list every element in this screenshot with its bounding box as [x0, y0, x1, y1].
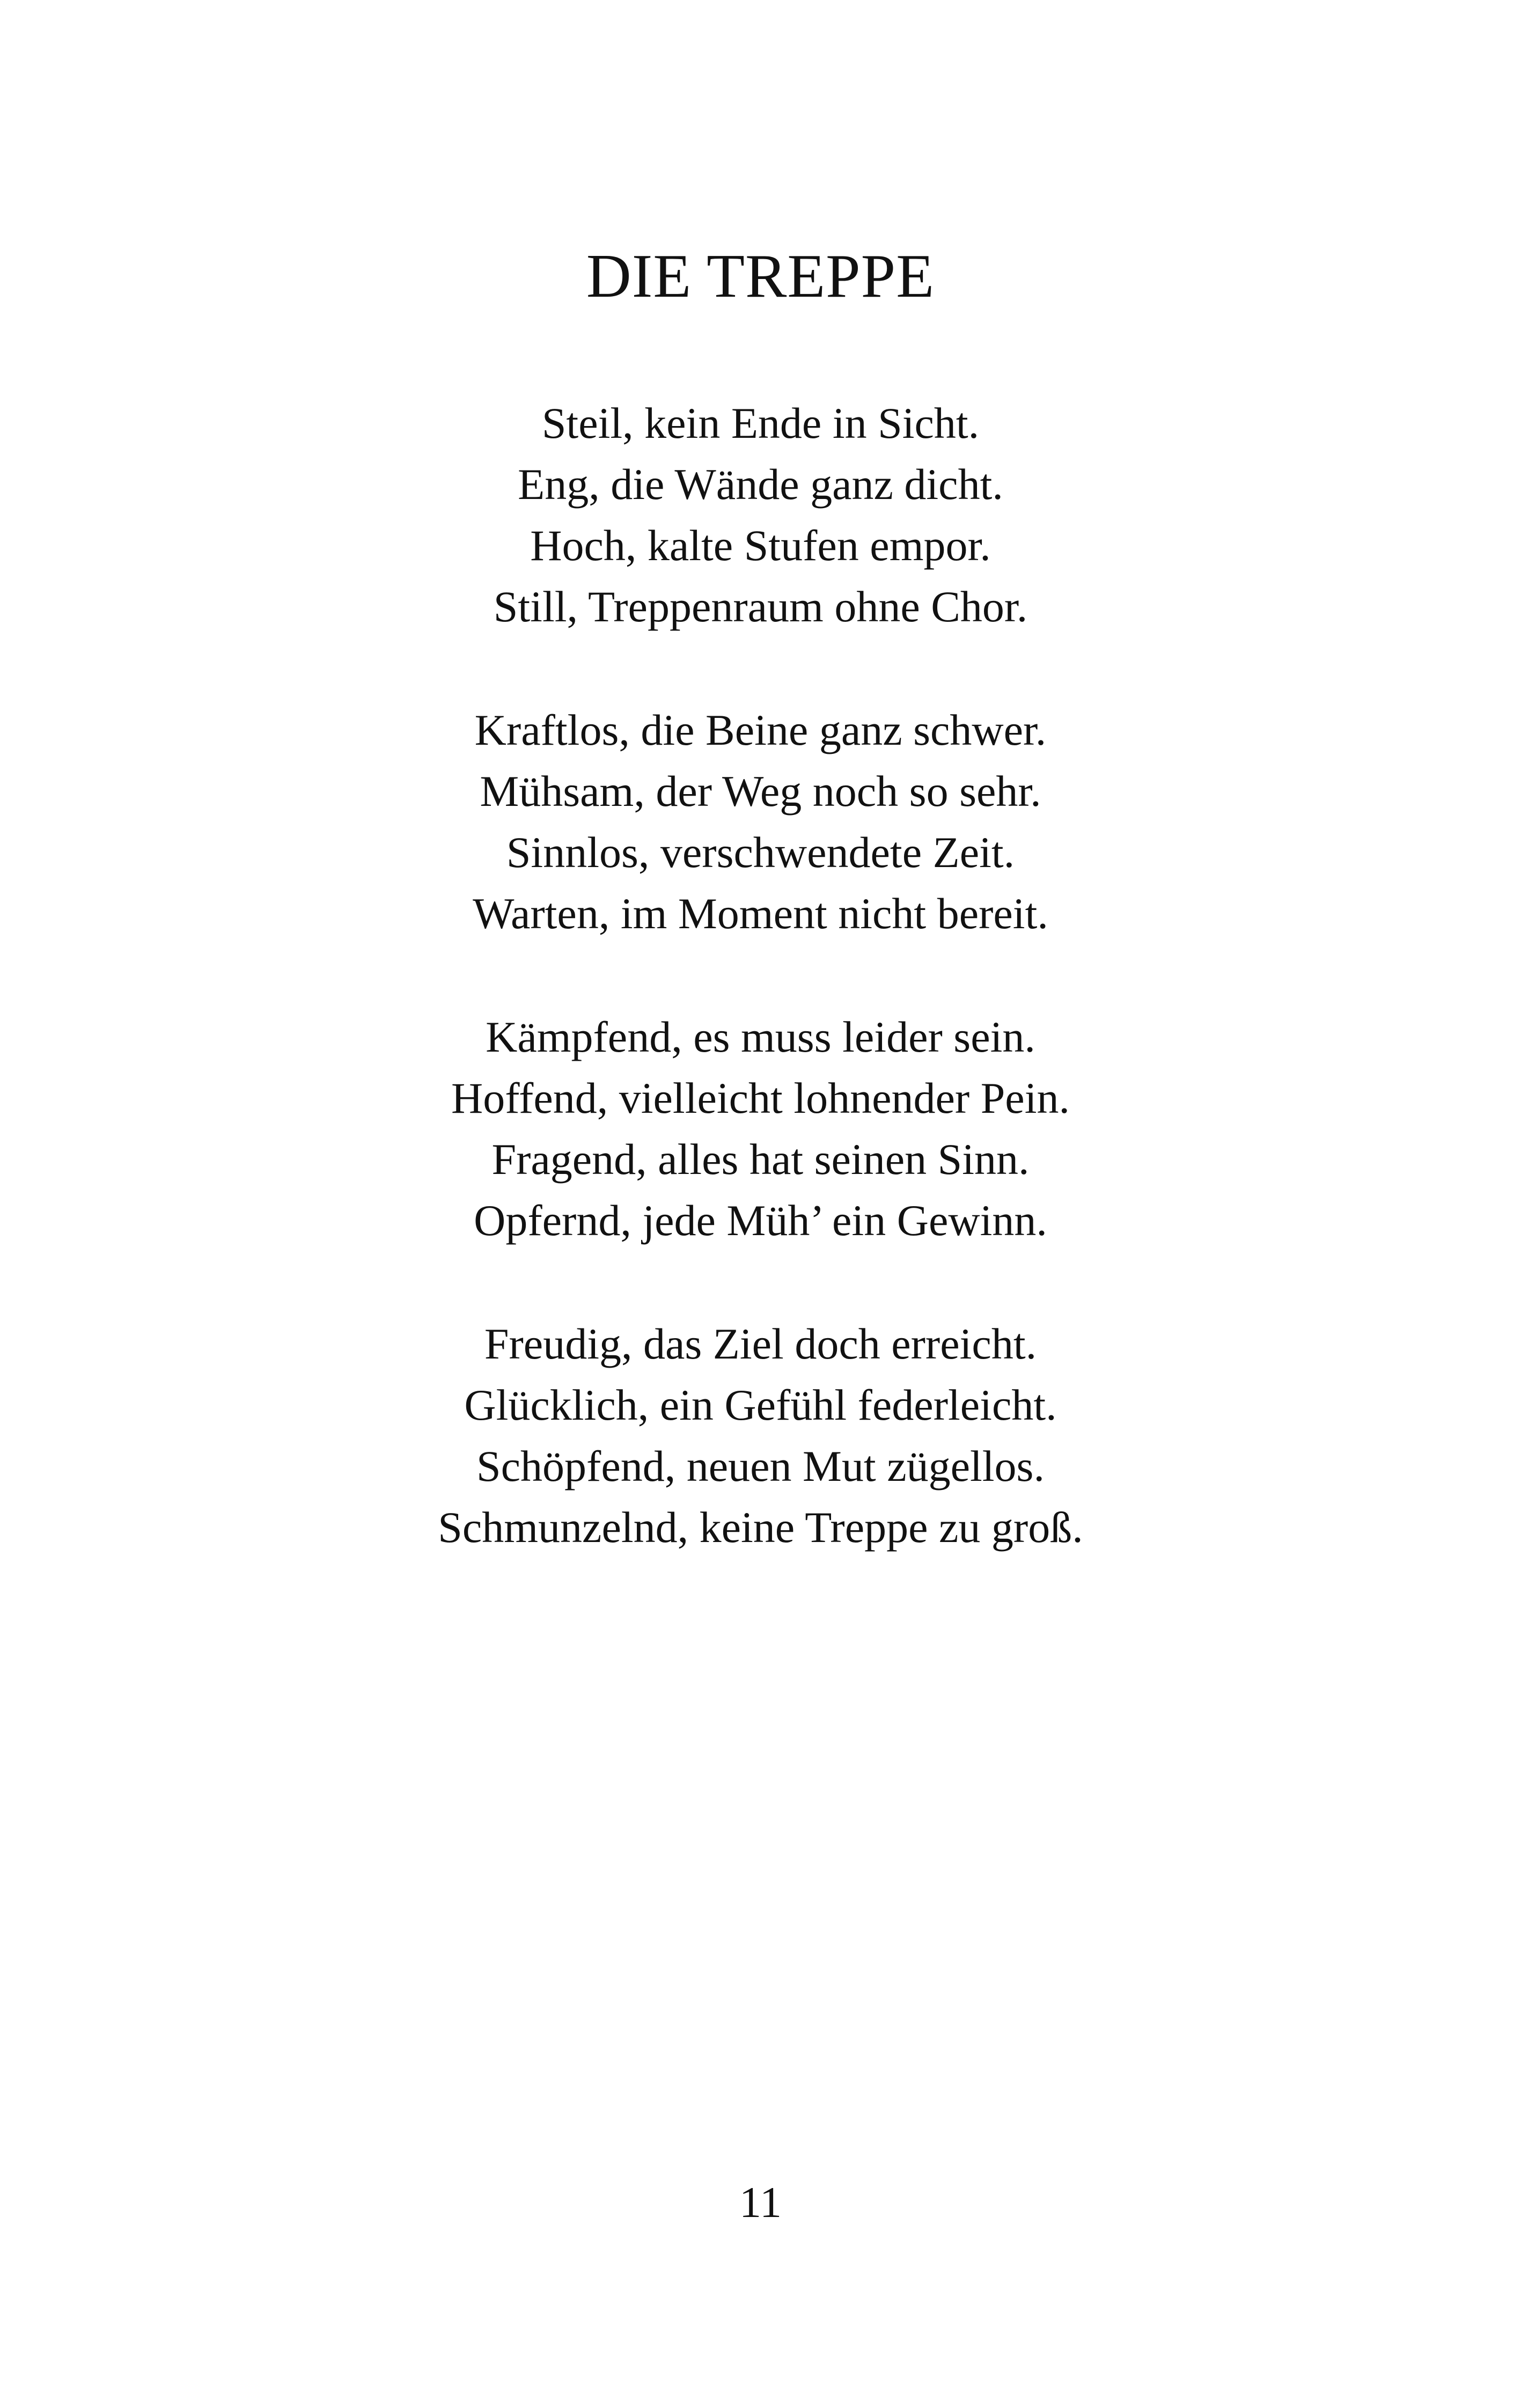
poem-line: Hoffend, vielleicht lohnender Pein.	[451, 1074, 1070, 1122]
poem-line: Fragend, alles hat seinen Sinn.	[491, 1135, 1030, 1184]
poem-line: Schmunzelnd, keine Treppe zu groß.	[438, 1503, 1083, 1552]
poem-title: DIE TREPPE	[586, 242, 935, 311]
stanza-3	[0, 1007, 1521, 1251]
poem-line: Opfernd, jede Müh’ ein Gewinn.	[474, 1196, 1047, 1245]
stanza-4	[0, 1313, 1521, 1558]
poem-line: Still, Treppenraum ohne Chor.	[493, 582, 1028, 631]
poem-line: Kämpfend, es muss leider sein.	[486, 1012, 1035, 1061]
poem-body	[0, 393, 1521, 1620]
page-number: 11	[739, 2178, 782, 2227]
stanza-2	[0, 700, 1521, 944]
poem-line: Hoch, kalte Stufen empor.	[530, 521, 991, 570]
poem-line: Freudig, das Ziel doch erreicht.	[484, 1319, 1037, 1368]
poem-line: Warten, im Moment nicht bereit.	[473, 889, 1048, 938]
stanza-1	[0, 393, 1521, 637]
poem-line: Eng, die Wände ganz dicht.	[518, 460, 1003, 509]
poem-line: Mühsam, der Weg noch so sehr.	[480, 767, 1041, 816]
poem-line: Sinnlos, verschwendete Zeit.	[506, 828, 1015, 877]
poem-line: Glücklich, ein Gefühl federleicht.	[464, 1381, 1057, 1429]
poem-line: Steil, kein Ende in Sicht.	[541, 399, 980, 447]
poem-line: Schöpfend, neuen Mut zügellos.	[476, 1442, 1045, 1491]
poem-line: Kraftlos, die Beine ganz schwer.	[474, 706, 1047, 754]
